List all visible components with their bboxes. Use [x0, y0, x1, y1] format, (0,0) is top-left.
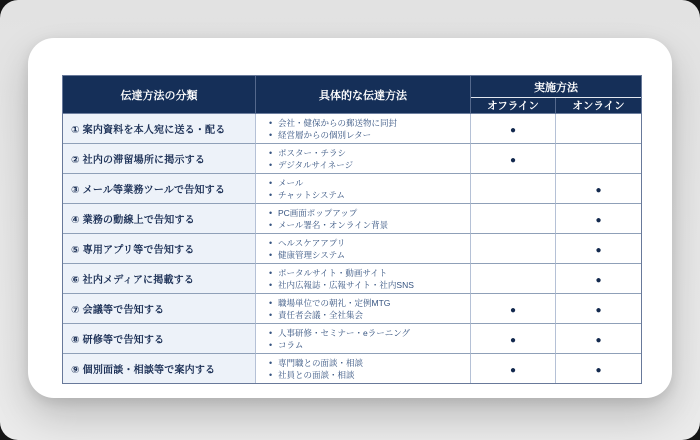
- online-dot: ●: [595, 274, 602, 286]
- table-row: [63, 204, 641, 234]
- offline-dot: ●: [509, 304, 517, 316]
- slide-card: [28, 38, 672, 398]
- table-row: [63, 354, 641, 383]
- offline-cell: [471, 234, 556, 264]
- offline-cell: [471, 144, 556, 174]
- offline-cell: [471, 204, 556, 234]
- offline-dot: ●: [509, 154, 517, 166]
- method-item: • 職場単位での朝礼・定例MTG: [269, 297, 466, 309]
- online-cell: [556, 114, 641, 144]
- offline-cell: [471, 264, 556, 294]
- online-dot: ●: [595, 304, 602, 316]
- offline-cell: [471, 114, 556, 144]
- communication-methods-table: [62, 75, 642, 384]
- method-item: • 会社・健保からの郵送物に同封: [269, 117, 466, 129]
- offline-cell: [471, 174, 556, 204]
- methods-list: [256, 297, 470, 321]
- table-row: [63, 174, 641, 204]
- method-item: • メール: [269, 177, 466, 189]
- offline-cell: [471, 354, 556, 383]
- table-header: [63, 76, 641, 114]
- category-cell: ③ メール等業務ツールで告知する: [63, 174, 256, 204]
- category-cell: ⑤ 専用アプリ等で告知する: [63, 234, 256, 264]
- table-row: [63, 294, 641, 324]
- method-item: • 責任者会議・全社集会: [269, 309, 466, 321]
- methods-cell: [256, 354, 471, 383]
- online-dot: ●: [595, 214, 602, 226]
- methods-cell: [256, 144, 471, 174]
- online-dot: ●: [595, 184, 602, 196]
- table-row: [63, 324, 641, 354]
- online-cell: [556, 354, 641, 383]
- method-item: • 人事研修・セミナー・eラーニング: [269, 327, 466, 339]
- offline-cell: [471, 294, 556, 324]
- methods-list: [256, 237, 470, 261]
- methods-cell: [256, 324, 471, 354]
- online-cell: [556, 234, 641, 264]
- methods-list: [256, 177, 470, 201]
- method-item: • 健康管理システム: [269, 249, 466, 261]
- methods-cell: [256, 174, 471, 204]
- online-cell: [556, 324, 641, 354]
- category-cell: ④ 業務の動線上で告知する: [63, 204, 256, 234]
- methods-cell: [256, 264, 471, 294]
- table-row: [63, 264, 641, 294]
- category-cell: ⑥ 社内メディアに掲載する: [63, 264, 256, 294]
- method-item: • ヘルスケアアプリ: [269, 237, 466, 249]
- table-row: [63, 114, 641, 144]
- method-item: • ポータルサイト・動画サイト: [269, 267, 466, 279]
- method-item: • チャットシステム: [269, 189, 466, 201]
- methods-list: [256, 147, 470, 171]
- online-cell: [556, 204, 641, 234]
- header-offline: オフライン: [471, 98, 556, 114]
- online-dot: ●: [595, 244, 602, 256]
- table-row: [63, 144, 641, 174]
- methods-cell: [256, 114, 471, 144]
- methods-list: [256, 357, 470, 381]
- header-methods: 具体的な伝達方法: [256, 76, 471, 114]
- methods-cell: [256, 234, 471, 264]
- header-category: 伝達方法の分類: [63, 76, 256, 114]
- methods-cell: [256, 294, 471, 324]
- header-implementation: 実施方法: [471, 76, 641, 98]
- offline-dot: ●: [509, 124, 517, 136]
- offline-cell: [471, 324, 556, 354]
- method-item: • PC画面ポップアップ: [269, 207, 466, 219]
- method-item: • メール署名・オンライン背景: [269, 219, 466, 231]
- header-row-main: [63, 76, 641, 98]
- methods-cell: [256, 204, 471, 234]
- methods-list: [256, 207, 470, 231]
- category-cell: ① 案内資料を本人宛に送る・配る: [63, 114, 256, 144]
- method-item: • 社内広報誌・広報サイト・社内SNS: [269, 279, 466, 291]
- method-item: • コラム: [269, 339, 466, 351]
- methods-list: [256, 327, 470, 351]
- method-item: • デジタルサイネージ: [269, 159, 466, 171]
- offline-dot: ●: [509, 334, 517, 346]
- methods-list: [256, 117, 470, 141]
- category-cell: ⑧ 研修等で告知する: [63, 324, 256, 354]
- method-item: • 経営層からの個別レター: [269, 129, 466, 141]
- online-dot: ●: [595, 334, 602, 346]
- online-cell: [556, 294, 641, 324]
- table-row: [63, 234, 641, 264]
- online-cell: [556, 144, 641, 174]
- online-cell: [556, 174, 641, 204]
- method-item: • 社員との面談・相談: [269, 369, 466, 381]
- online-cell: [556, 264, 641, 294]
- category-cell: ⑦ 会議等で告知する: [63, 294, 256, 324]
- method-item: • 専門職との面談・相談: [269, 357, 466, 369]
- category-cell: ② 社内の滞留場所に掲示する: [63, 144, 256, 174]
- method-item: • ポスター・チラシ: [269, 147, 466, 159]
- offline-dot: ●: [509, 364, 517, 376]
- header-online: オンライン: [556, 98, 641, 114]
- table-body: [63, 114, 641, 383]
- online-dot: ●: [595, 364, 602, 376]
- category-cell: ⑨ 個別面談・相談等で案内する: [63, 354, 256, 383]
- methods-list: [256, 267, 470, 291]
